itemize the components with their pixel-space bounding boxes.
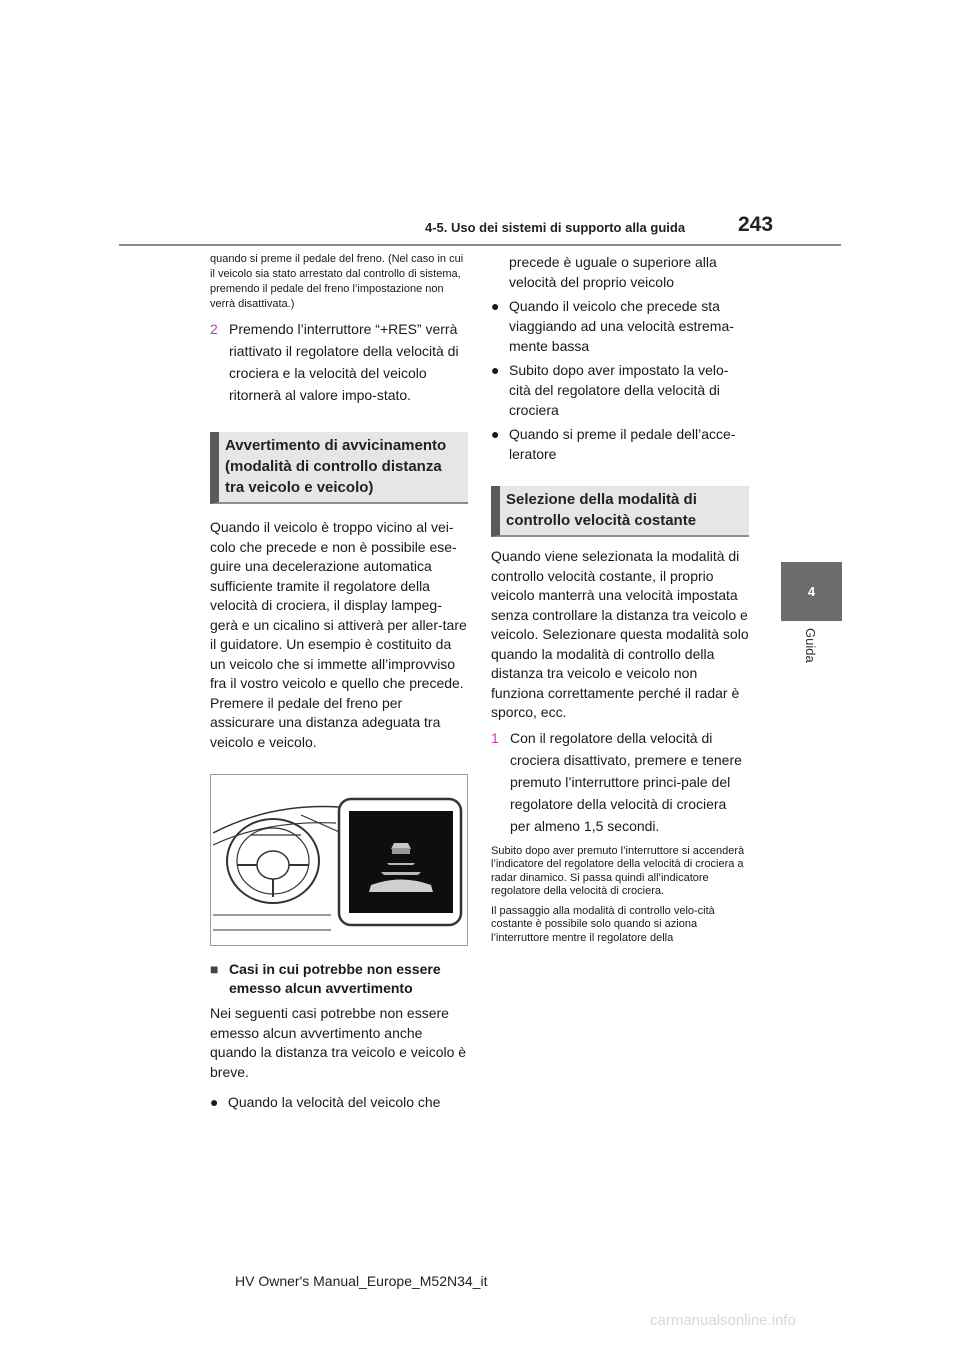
left-column: [210, 252, 468, 1116]
bullet-text: Quando la velocità del veicolo che: [228, 1094, 441, 1110]
page-number: 243: [738, 213, 774, 236]
heading-constant-speed-mode: Selezione della modalità di controllo velocità costante: [491, 486, 749, 537]
footer-manual-id: HV Owner's Manual_Europe_M52N34_it: [235, 1273, 488, 1289]
step-number: 2: [210, 321, 218, 337]
subheading-text: Casi in cui potrebbe non essere emesso alcun avvertimento: [229, 961, 441, 996]
steering-wheel-display-image: [211, 775, 467, 945]
intro-note: quando si preme il pedale del freno. (Nel caso in cui il veicolo sia stato arrestato dal controllo di sistema, premendo il pedale del freno l’impostazione non verrà disattivata.): [210, 253, 464, 310]
bullet-text: Quando il veicolo che precede sta viaggiando ad una velocità estrema-mente bassa: [509, 298, 734, 354]
note-switch: Il passaggio alla modalità di controllo velo-cità costante è possibile solo quando si aziona l’interruttore mentre il regolatore della: [491, 904, 715, 944]
bullet-text: Quando si preme il pedale dell’acce-leratore: [509, 426, 736, 462]
square-bullet-icon: ■: [210, 961, 219, 977]
section-title: 4-5. Uso dei sistemi di supporto alla guida: [425, 220, 686, 235]
bullet-item: [210, 1092, 468, 1112]
step-1: [491, 727, 749, 837]
heading-approach-warning: Avvertimento di avvicinamento (modalità di controllo distanza tra veicolo e veicolo): [210, 432, 468, 504]
watermark: carmanualsonline.info: [650, 1312, 796, 1329]
bullet-dot-icon: ●: [491, 426, 500, 442]
bullet-text: Subito dopo aver impostato la velo-cità del regolatore della velocità di crociera: [509, 362, 729, 418]
step-number: 1: [491, 729, 499, 746]
step-text: Premendo l’interruttore “+RES” verrà riattivato il regolatore della velocità di crociera e la velocità del veicolo ritornerà al valore impo-stato.: [229, 321, 459, 403]
bullet-item: [491, 296, 749, 356]
right-column: [491, 252, 749, 951]
note-indicator: Subito dopo aver premuto l’interruttore si accenderà l’indicatore del regolatore della velocità di crociera a radar dinamico. Si passa quindi all’indicatore regolatore della velocità di crociera.: [491, 844, 745, 897]
bullet-continuation: [491, 252, 749, 292]
step-text: Con il regolatore della velocità di crociera disattivato, premere e tenere premuto l’interruttore princi-pale del regolatore della velocità di crociera per almeno 1,5 secondi.: [510, 729, 742, 834]
dashboard-warning-illustration: [210, 774, 468, 946]
chapter-tab-label: Guida: [803, 628, 818, 663]
paragraph-no-warning: Nei seguenti casi potrebbe non essere emesso alcun avvertimento anche quando la distanza tra veicolo e veicolo è breve.: [210, 1005, 467, 1080]
chapter-tab: 4: [781, 562, 842, 621]
bullet-dot-icon: ●: [491, 298, 500, 314]
paragraph-approach-warning: Quando il veicolo è troppo vicino al vei-colo che precede e non è possibile ese-guire una decelerazione automatica sufficiente tramite il regolatore della velocità di crociera, il display lampeg-gerà e un cicalino si attiverà per aller-tare il guidatore. Un esempio è costituito da un veicolo che si immette all’improvviso fra il vostro veicolo e quello che precede. Premere il pedale del freno per assicurare una distanza adeguata tra veicolo e veicolo.: [210, 519, 467, 750]
step-2: [210, 318, 468, 406]
header-divider: [119, 244, 841, 246]
paragraph-constant-speed: Quando viene selezionata la modalità di controllo velocità costante, il proprio veicolo manterrà una velocità impostata senza controllare la distanza tra veicolo e veicolo. Selezionare questa modalità solo quando la modalità di controllo della distanza tra veicolo e veicolo non funziona correttamente perché il radar è sporco, ecc.: [491, 548, 749, 720]
bullet-item: [491, 360, 749, 420]
bullet-dot-icon: ●: [210, 1094, 219, 1110]
bullet-dot-icon: ●: [491, 362, 500, 378]
bullet-item: [491, 424, 749, 464]
bullet-text: precede è uguale o superiore alla velocità del proprio veicolo: [509, 254, 717, 290]
subheading-no-warning: [210, 960, 468, 998]
